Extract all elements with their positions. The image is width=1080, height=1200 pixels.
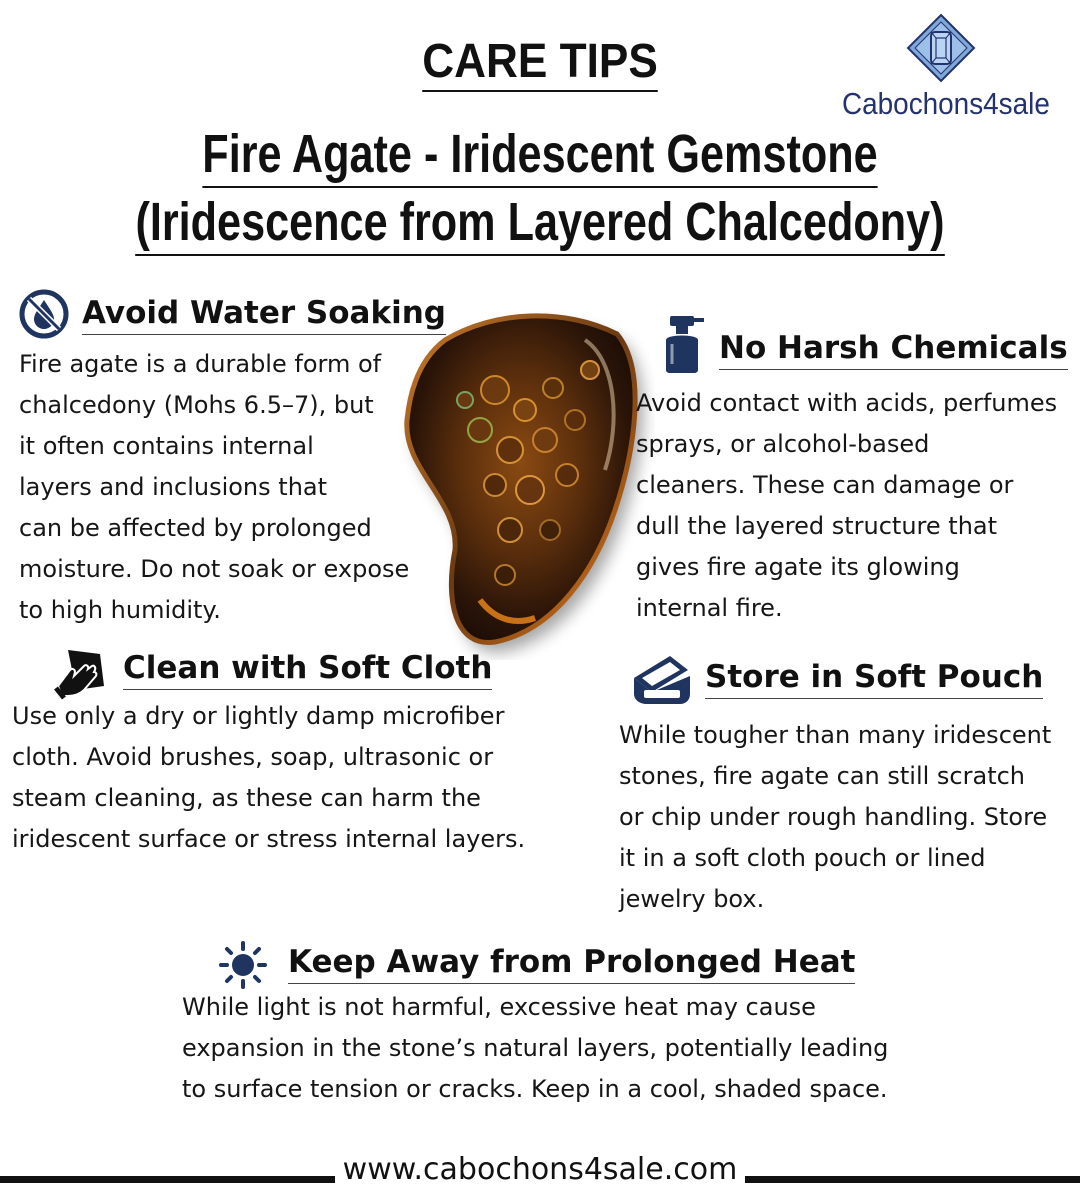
footer-website-url: www.cabochons4sale.com: [0, 1152, 1080, 1187]
heading-keep-away-heat: Keep Away from Prolonged Heat: [288, 944, 855, 980]
paragraph-keep-away-heat: [182, 987, 888, 1110]
text-line: moisture. Do not soak or expose: [19, 555, 410, 583]
text-line: to high humidity.: [19, 596, 221, 624]
fire-agate-image: [385, 300, 655, 660]
page-title-line1: Fire Agate - Iridescent Gemstone: [108, 122, 972, 186]
text-line: can be affected by prolonged: [19, 514, 372, 542]
text-line: sprays, or alcohol-based: [636, 430, 930, 458]
care-tips-kicker: CARE TIPS: [43, 34, 1037, 89]
text-line: steam cleaning, as these can harm the: [12, 784, 481, 812]
text-line: gives fire agate its glowing: [636, 553, 960, 581]
text-line: layers and inclusions that: [19, 473, 328, 501]
paragraph-no-harsh-chemicals: [636, 383, 1057, 629]
sun-icon: [218, 940, 268, 990]
page-title-line2: (Iridescence from Layered Chalcedony): [108, 190, 972, 254]
brand-name: Cabochons4sale: [842, 86, 1050, 121]
text-line: Use only a dry or lightly damp microfiber: [12, 702, 505, 730]
spray-bottle-icon: [656, 314, 706, 374]
text-line: Avoid contact with acids, perfumes: [636, 389, 1058, 417]
heading-clean-soft-cloth: Clean with Soft Cloth: [123, 650, 492, 686]
heading-no-harsh-chemicals: No Harsh Chemicals: [719, 330, 1068, 366]
text-line: it in a soft cloth pouch or lined: [619, 844, 986, 872]
paragraph-store-soft-pouch: [619, 715, 1051, 920]
text-line: cloth. Avoid brushes, soap, ultrasonic or: [12, 743, 494, 771]
paragraph-avoid-water: [19, 344, 409, 631]
text-line: dull the layered structure that: [636, 512, 998, 540]
text-line: expansion in the stone’s natural layers, potentially leading: [182, 1034, 889, 1062]
heading-avoid-water: Avoid Water Soaking: [82, 295, 446, 331]
text-line: While tougher than many iridescent: [619, 721, 1052, 749]
text-line: Fire agate is a durable form of: [19, 350, 382, 378]
text-line: or chip under rough handling. Store: [619, 803, 1048, 831]
text-line: stones, fire agate can still scratch: [619, 762, 1026, 790]
heading-store-soft-pouch: Store in Soft Pouch: [705, 659, 1043, 695]
text-line: cleaners. These can damage or: [636, 471, 1014, 499]
text-line: jewelry box.: [619, 885, 765, 913]
text-line: While light is not harmful, excessive heat may cause: [182, 993, 816, 1021]
text-line: internal fire.: [636, 594, 783, 622]
hand-cloth-icon: [54, 646, 108, 700]
no-water-drop-icon: [18, 288, 70, 340]
text-line: it often contains internal: [19, 432, 314, 460]
jewelry-box-icon: [630, 650, 692, 708]
diamond-emerald-cut-icon: [905, 12, 977, 84]
brand-logo: [905, 12, 977, 84]
text-line: iridescent surface or stress internal layers.: [12, 825, 526, 853]
text-line: to surface tension or cracks. Keep in a cool, shaded space.: [182, 1075, 888, 1103]
paragraph-clean-soft-cloth: [12, 696, 525, 860]
text-line: chalcedony (Mohs 6.5–7), but: [19, 391, 374, 419]
